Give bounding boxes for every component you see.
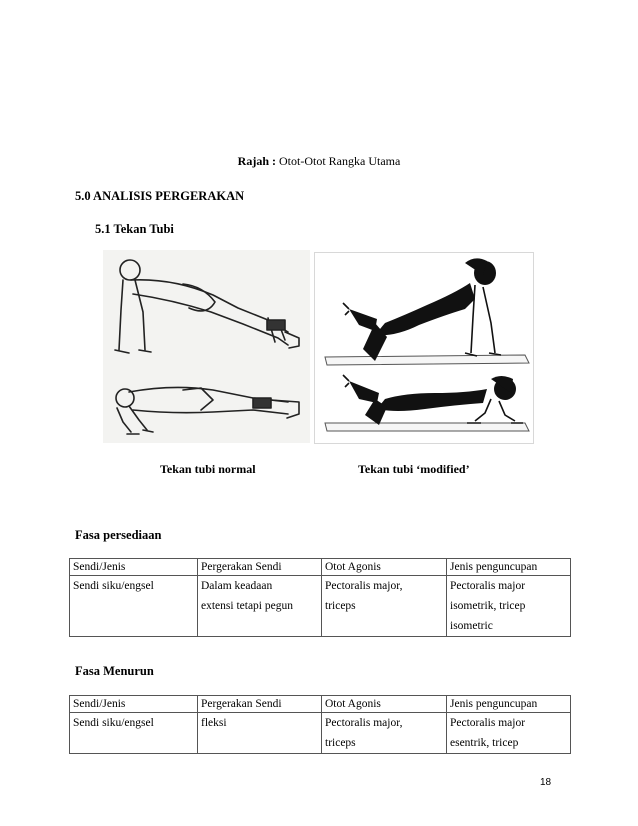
table-header-cell: Pergerakan Sendi xyxy=(198,559,322,576)
cell-line: Pectoralis major, xyxy=(325,717,403,729)
table-row xyxy=(70,576,571,637)
table-header-cell: Jenis penguncupan xyxy=(447,696,571,713)
table-cell xyxy=(322,713,447,754)
table-cell xyxy=(447,713,571,754)
table-header-cell: Pergerakan Sendi xyxy=(198,696,322,713)
cell-line: Pectoralis major xyxy=(450,580,526,592)
table-cell xyxy=(322,576,447,637)
table-cell xyxy=(198,576,322,637)
table-cell xyxy=(70,576,198,637)
figure-caption xyxy=(0,154,638,169)
phase-table-persediaan xyxy=(69,558,571,637)
pushup-modified-illustration xyxy=(314,252,534,444)
pushup-normal-drawing xyxy=(103,250,310,443)
cell-line: fleksi xyxy=(201,717,227,729)
table-header-cell: Sendi/Jenis xyxy=(70,559,198,576)
table-header-row xyxy=(70,696,571,713)
cell-line: isometrik, tricep xyxy=(450,600,526,612)
phase-title-menurun: Fasa Menurun xyxy=(75,664,154,678)
table-row xyxy=(70,713,571,754)
table-header-cell: Sendi/Jenis xyxy=(70,696,198,713)
figure-caption-text: Otot-Otot Rangka Utama xyxy=(279,154,401,168)
figure-caption-normal: Tekan tubi normal xyxy=(160,462,256,476)
cell-line: Sendi siku/engsel xyxy=(73,717,154,729)
cell-line: triceps xyxy=(325,600,356,612)
cell-line: Pectoralis major, xyxy=(325,580,403,592)
figure-caption-label: Rajah xyxy=(237,154,270,168)
table-cell xyxy=(70,713,198,754)
phase-table-menurun xyxy=(69,695,571,754)
cell-line: Pectoralis major xyxy=(450,717,526,729)
cell-line: Sendi siku/engsel xyxy=(73,580,154,592)
cell-line: isometric xyxy=(450,620,493,632)
cell-line: extensi tetapi pegun xyxy=(201,600,293,612)
pushup-modified-drawing xyxy=(315,253,533,443)
table-header-cell: Jenis penguncupan xyxy=(447,559,571,576)
phase-title-persediaan: Fasa persediaan xyxy=(75,528,162,542)
section-heading: 5.0 ANALISIS PERGERAKAN xyxy=(75,189,245,203)
figure-caption-modified: Tekan tubi ‘modified’ xyxy=(358,462,470,476)
table-header-cell: Otot Agonis xyxy=(322,696,447,713)
table-cell xyxy=(198,713,322,754)
subsection-heading: 5.1 Tekan Tubi xyxy=(95,222,174,236)
figure-caption-separator: : xyxy=(269,154,280,168)
page-number: 18 xyxy=(540,777,552,788)
cell-line: esentrik, tricep xyxy=(450,737,519,749)
pushup-normal-illustration xyxy=(103,250,310,443)
table-cell xyxy=(447,576,571,637)
table-header-row xyxy=(70,559,571,576)
table-header-cell: Otot Agonis xyxy=(322,559,447,576)
cell-line: Dalam keadaan xyxy=(201,580,273,592)
cell-line: triceps xyxy=(325,737,356,749)
